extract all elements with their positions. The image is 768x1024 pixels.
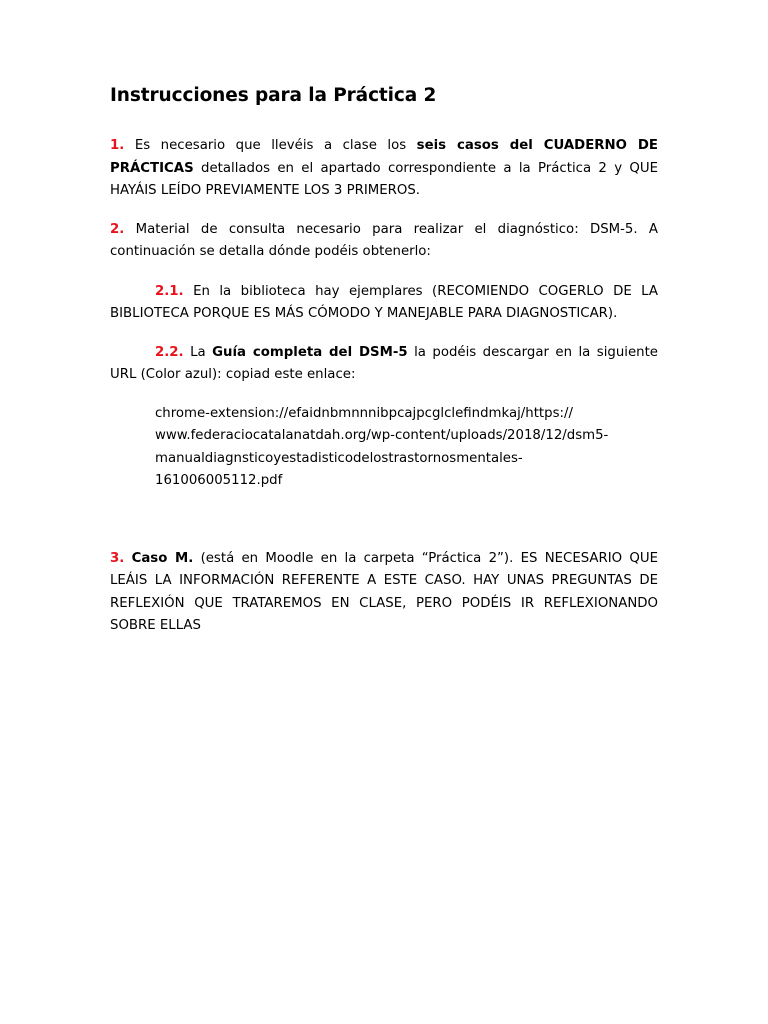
item-2-1-text: En la biblioteca hay ejemplares (RECOMIENDO COGERLO DE LA BIBLIOTECA PORQUE ES MÁS CÓMODO Y MANEJABLE PARA DIAGNOSTICAR).	[110, 283, 658, 321]
document-title: Instrucciones para la Práctica 2	[110, 85, 437, 106]
item-2-2-paragraph	[110, 342, 658, 387]
document-page	[110, 84, 658, 638]
url-line: 161006005112.pdf	[155, 473, 283, 488]
item-2-1-paragraph	[110, 281, 658, 326]
item-3-bold-text: Caso M.	[131, 550, 194, 566]
item-2-paragraph	[110, 219, 658, 264]
item-1-number: 1.	[110, 138, 125, 153]
item-1-text-b: detallados en el apartado correspondiente a la Práctica 2 y QUE HAYÁIS LEÍDO PREVIAMENTE LOS 3 PRIMEROS.	[110, 160, 658, 198]
item-3-paragraph	[110, 548, 658, 638]
item-2-number: 2.	[110, 221, 125, 237]
item-2-2-number: 2.2.	[155, 344, 184, 360]
item-2-1-number: 2.1.	[155, 283, 184, 299]
item-2-2-text-a: La	[183, 344, 213, 360]
url-line: chrome-extension://efaidnbmnnnibpcajpcglclefindmkaj/https://	[155, 405, 573, 421]
item-2-2-bold-text: Guía completa del DSM-5	[212, 344, 408, 360]
download-url	[110, 403, 658, 493]
item-1-paragraph	[110, 135, 658, 203]
item-3-number: 3.	[110, 550, 125, 566]
url-line: manualdiagnsticoyestadisticodelostrastornosmentales-	[155, 450, 523, 466]
item-2-text: Material de consulta necesario para realizar el diagnóstico: DSM-5. A continuación se detalla dónde podéis obtenerlo:	[110, 221, 658, 259]
url-line: www.federaciocatalanatdah.org/wp-content/uploads/2018/12/dsm5-	[155, 428, 609, 443]
item-2-2-text-b: la podéis descargar en la siguiente URL (Color azul): copiad este enlace:	[110, 344, 658, 382]
item-3-text: (está en Moodle en la carpeta “Práctica 2”). ES NECESARIO QUE LEÁIS LA INFORMACIÓN REFERENTE A ESTE CASO. HAY UNAS PREGUNTAS DE REFLEXIÓN QUE TRATAREMOS EN CLASE, PERO PODÉIS IR REFLEXIONANDO SOBRE ELLAS	[110, 550, 658, 633]
item-1-text-a: Es necesario que llevéis a clase los	[124, 138, 417, 153]
item-1-bold-text: seis casos del CUADERNO DE PRÁCTICAS	[110, 138, 658, 176]
